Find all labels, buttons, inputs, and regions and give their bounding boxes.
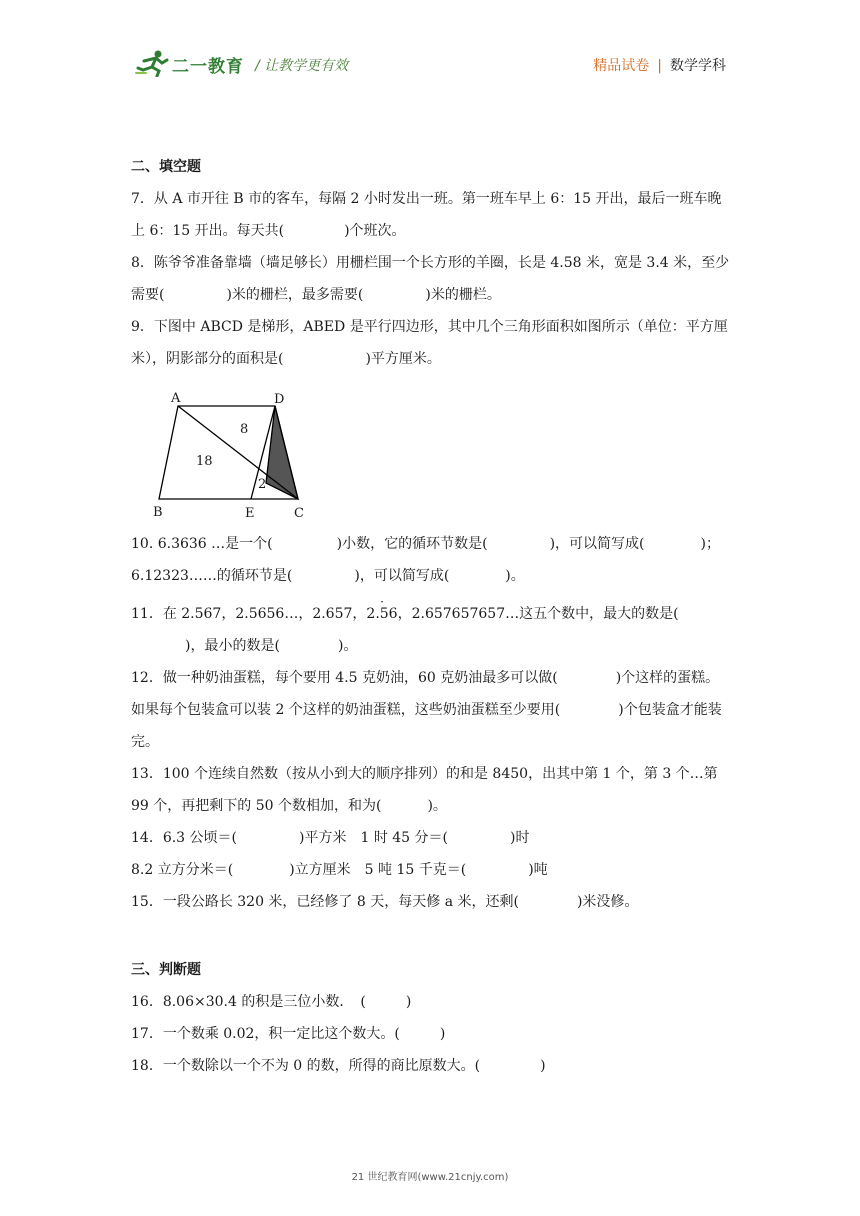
- area-label-8: 8: [240, 422, 249, 437]
- q18-text-b: ): [540, 1058, 546, 1074]
- header-separator: |: [657, 58, 662, 74]
- subject-label: 数学学科: [670, 58, 726, 74]
- page-header: [0, 0, 860, 100]
- page-footer: 21 世纪教育网(www.21cnjy.com): [351, 1172, 509, 1183]
- question-9: [131, 311, 731, 375]
- question-8: [131, 247, 731, 311]
- logo-text: 二一教育: [172, 57, 244, 77]
- question-10: [131, 528, 731, 592]
- trapezoid-figure: [141, 389, 304, 521]
- label-e: E: [245, 506, 255, 521]
- q16-text-a: 16．8.06×30.4 的积是三位小数． (: [131, 994, 366, 1010]
- q11-text-a: 11．在 2.567，2.5656…，2.657，: [131, 606, 367, 622]
- section-gap: [131, 918, 731, 948]
- q11-text-b: ，2.657657657…这五个数中，最大的数是(: [397, 606, 679, 622]
- label-a: A: [171, 391, 181, 406]
- q17-text-b: ): [439, 1026, 446, 1042]
- q14-text-d: 8.2 立方分米＝(: [131, 862, 234, 878]
- q17-text-a: 17．一个数乘 0.02，积一定比这个数大。(: [131, 1026, 400, 1042]
- q15-text-a: 15．一段公路长 320 米，已经修了 8 天，每天修 a 米，还剩(: [131, 894, 519, 910]
- section-title-fill: 二、填空题: [131, 159, 201, 175]
- section-title-judge: 三、判断题: [131, 962, 201, 978]
- repeating-decimal: [366, 595, 398, 630]
- q11-text-c: )，最小的数是(: [185, 638, 280, 654]
- q13-text-b: )。: [427, 798, 447, 814]
- question-16: [131, 986, 731, 1018]
- area-label-2: 2: [258, 477, 267, 492]
- question-17: [131, 1018, 731, 1050]
- q10-text-d: )；: [700, 536, 720, 552]
- q8-text-b: )米的栅栏，最多需要(: [226, 287, 364, 303]
- q9-text-b: )平方厘米。: [365, 351, 441, 367]
- q14-text-a: 14．6.3 公顷＝(: [131, 830, 237, 846]
- q14-text-b: )平方米 1 时 45 分＝(: [299, 830, 448, 846]
- q8-text-a: 8．陈爷爷准备靠墙（墙足够长）用栅栏围一个长方形的羊圈，长是 4.58 米，宽是 3.4 米，至少需要(: [131, 255, 730, 303]
- q10-text-e: 6.12323……的循环节是(: [131, 568, 293, 584]
- slogan: / 让教学更有效: [255, 58, 349, 74]
- label-b: B: [153, 505, 163, 520]
- label-c: C: [294, 506, 304, 521]
- exam-content: [131, 145, 731, 1082]
- repeating-decimal-base: 2.56: [366, 606, 398, 622]
- q12-text-b: )个这样的蛋糕。如果每个包装盒可以装 2 个这样的奶油蛋糕，这些奶油蛋糕至少要用(: [131, 670, 720, 718]
- q10-text-a: 10. 6.3636 …是一个(: [131, 536, 273, 552]
- q18-text-a: 18．一个数除以一个不为 0 的数，所得的商比原数大。(: [131, 1058, 481, 1074]
- q12-text-a: 12．做一种奶油蛋糕，每个要用 4.5 克奶油，60 克奶油最多可以做(: [131, 670, 558, 686]
- question-13: [131, 758, 731, 822]
- header-tags: [593, 55, 726, 75]
- paper-tag: 精品试卷: [593, 58, 650, 74]
- q10-text-c: )，可以简写成(: [549, 536, 645, 552]
- q10-text-g: )。: [505, 568, 525, 584]
- label-d: D: [274, 392, 285, 407]
- question-15: [131, 886, 731, 918]
- q14-text-e: )立方厘米 5 吨 15 千克＝(: [289, 862, 467, 878]
- q10-text-b: )小数，它的循环节数是(: [336, 536, 488, 552]
- q13-text-a: 13．100 个连续自然数（按从小到大的顺序排列）的和是 8450，出其中第 1 个，第 3 个…第 99 个，再把剩下的 50 个数相加，和为(: [131, 766, 718, 814]
- runner-logo-icon: [134, 49, 170, 77]
- question-12: [131, 662, 731, 758]
- question-7: [131, 183, 731, 247]
- q7-text-b: )个班次。: [344, 223, 406, 239]
- q7-text-a: 7．从 A 市开往 B 市的客车，每隔 2 小时发出一班。第一班车早上 6：15 开出，最后一班车晚上 6：15 开出。每天共(: [131, 191, 722, 239]
- q11-text-d: )。: [337, 638, 358, 654]
- q9-text-a: 9．下图中 ABCD 是梯形，ABED 是平行四边形，其中几个三角形面积如图所示（单位：平方厘米），阴影部分的面积是(: [131, 319, 728, 367]
- q14-text-f: )吨: [528, 862, 548, 878]
- question-18: [131, 1050, 731, 1082]
- question-11: [131, 595, 731, 662]
- q15-text-b: )米没修。: [576, 894, 639, 910]
- q14-text-c: )时: [510, 830, 530, 846]
- question-14: [131, 822, 731, 886]
- area-label-18: 18: [196, 454, 213, 469]
- q16-text-b: ): [405, 994, 412, 1010]
- repeat-dot: ·: [380, 595, 384, 609]
- q12-text-c: )个包装盒才能装完。: [131, 702, 722, 750]
- q8-text-c: )米的栅栏。: [425, 287, 501, 303]
- q10-text-f: )，可以简写成(: [354, 568, 450, 584]
